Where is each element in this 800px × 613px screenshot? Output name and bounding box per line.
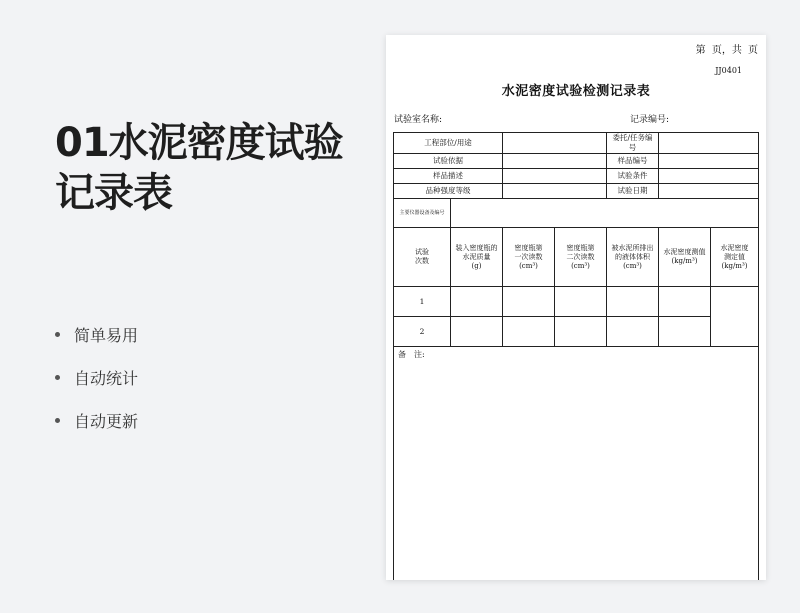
data-cell bbox=[451, 317, 503, 347]
data-cell bbox=[659, 317, 711, 347]
feature-item bbox=[55, 356, 138, 399]
feature-label: 自动更新 bbox=[74, 412, 139, 431]
info-value-cell bbox=[659, 154, 759, 169]
feature-label: 简单易用 bbox=[74, 326, 139, 345]
bullet-dot-icon bbox=[55, 332, 60, 337]
column-header-row bbox=[394, 228, 759, 287]
info-label: 品种强度等级 bbox=[394, 184, 503, 199]
trial-row bbox=[394, 287, 759, 317]
column-header: 密度瓶第 一次读数 (cm³) bbox=[503, 228, 555, 287]
info-value-cell bbox=[503, 169, 607, 184]
info-label: 试验依据 bbox=[394, 154, 503, 169]
data-cell bbox=[607, 317, 659, 347]
data-cell bbox=[659, 287, 711, 317]
form-code: JJ0401 bbox=[715, 66, 742, 75]
column-header: 水泥密度测值 (kg/m³) bbox=[659, 228, 711, 287]
info-value-cell bbox=[659, 133, 759, 154]
column-header: 密度瓶第 二次读数 (cm³) bbox=[555, 228, 607, 287]
info-label: 样品编号 bbox=[607, 154, 659, 169]
column-header: 装入密度瓶的 水泥质量 (g) bbox=[451, 228, 503, 287]
bullet-dot-icon bbox=[55, 418, 60, 423]
record-table bbox=[393, 132, 759, 580]
bullet-dot-icon bbox=[55, 375, 60, 380]
info-label: 试验日期 bbox=[607, 184, 659, 199]
info-row bbox=[394, 184, 759, 199]
form-title: 水泥密度试验检测记录表 bbox=[501, 84, 651, 99]
info-label: 样品描述 bbox=[394, 169, 503, 184]
trial-row bbox=[394, 317, 759, 347]
data-cell bbox=[555, 317, 607, 347]
trial-number: 2 bbox=[394, 317, 451, 347]
equipment-label: 主要仪器设备及编号 bbox=[394, 199, 451, 228]
remarks-row bbox=[394, 347, 759, 581]
column-header: 被水泥所排出 的液体体积 (cm³) bbox=[607, 228, 659, 287]
equipment-value-cell bbox=[451, 199, 759, 228]
feature-item bbox=[55, 313, 138, 356]
remarks-label: 备 注: bbox=[394, 347, 759, 581]
data-cell bbox=[451, 287, 503, 317]
column-header: 水泥密度 测定值 (kg/m³) bbox=[711, 228, 759, 287]
column-header: 试验 次数 bbox=[394, 228, 451, 287]
trial-number: 1 bbox=[394, 287, 451, 317]
info-row bbox=[394, 154, 759, 169]
info-value-cell bbox=[503, 133, 607, 154]
data-cell bbox=[555, 287, 607, 317]
info-value-cell bbox=[659, 184, 759, 199]
info-label: 试验条件 bbox=[607, 169, 659, 184]
lab-name-label: 试验室名称: bbox=[394, 115, 443, 125]
feature-item bbox=[55, 399, 138, 442]
headline: 01水泥密度试验记录表 bbox=[55, 120, 343, 216]
info-value-cell bbox=[503, 154, 607, 169]
form-sheet-preview bbox=[386, 35, 766, 580]
info-row bbox=[394, 133, 759, 154]
data-cell bbox=[503, 317, 555, 347]
info-label: 工程部位/用途 bbox=[394, 133, 503, 154]
equipment-row bbox=[394, 199, 759, 228]
info-value-cell bbox=[503, 184, 607, 199]
info-row bbox=[394, 169, 759, 184]
info-label: 委托/任务编号 bbox=[607, 133, 659, 154]
page-info: 第 页，共 页 bbox=[695, 45, 758, 56]
info-value-cell bbox=[659, 169, 759, 184]
final-value-cell bbox=[711, 287, 759, 347]
feature-list bbox=[55, 313, 138, 442]
feature-label: 自动统计 bbox=[74, 369, 139, 388]
record-number-label: 记录编号: bbox=[630, 115, 670, 125]
data-cell bbox=[607, 287, 659, 317]
data-cell bbox=[503, 287, 555, 317]
